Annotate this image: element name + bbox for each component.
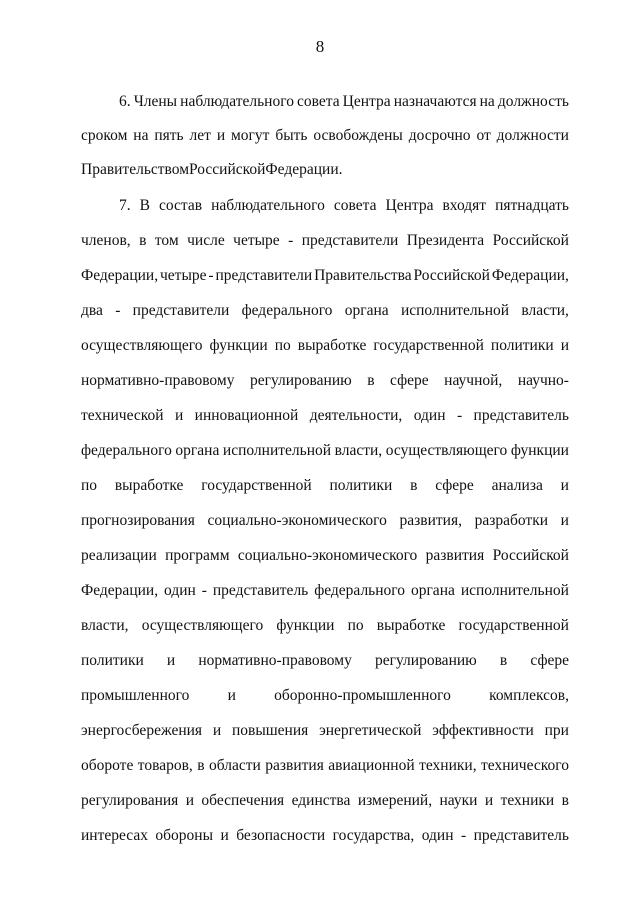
paragraph-7-line: членов, в том числе четыре - представители Президента Российской [81, 232, 569, 249]
paragraph-7-line: нормативно-правовому регулированию в сфере научной, научно- [81, 372, 569, 389]
paragraph-6-line: сроком на пять лет и могут быть освобождены досрочно от должности [81, 127, 569, 144]
paragraph-7-line: политики и нормативно-правовому регулированию в сфере [81, 652, 569, 669]
paragraph-7-line: энергосбережения и повышения энергетической эффективности при [81, 722, 569, 739]
paragraph-7-line: технической и инновационной деятельности, один - представитель [81, 407, 569, 424]
paragraph-7-line: 7. В состав наблюдательного совета Центра входят пятнадцать [119, 197, 569, 214]
paragraph-6-line: Правительством Российской Федерации. [81, 161, 343, 178]
page-number: 8 [315, 37, 325, 56]
paragraph-7-line: Федерации, один - представитель федерального органа исполнительной [81, 582, 569, 599]
paragraph-7-line: осуществляющего функции по выработке государственной политики и [81, 337, 569, 354]
paragraph-6-line: 6. Члены наблюдательного совета Центра назначаются на должность [119, 93, 569, 110]
paragraph-7-line: регулирования и обеспечения единства измерений, науки и техники в [81, 792, 569, 809]
paragraph-7-line: два - представители федерального органа исполнительной власти, [81, 302, 569, 319]
paragraph-7-line: реализации программ социально-экономического развития Российской [81, 547, 569, 564]
paragraph-7-line: прогнозирования социально-экономического развития, разработки и [81, 512, 569, 529]
paragraph-7-line: обороте товаров, в области развития авиационной техники, технического [81, 757, 569, 774]
paragraph-7-line: власти, осуществляющего функции по выработке государственной [81, 617, 569, 634]
paragraph-7-line: промышленного и оборонно-промышленного комплексов, [81, 687, 569, 704]
paragraph-7-line: интересах обороны и безопасности государства, один - представитель [81, 827, 569, 844]
paragraph-7-line: по выработке государственной политики в сфере анализа и [81, 477, 569, 494]
paragraph-7-line: федерального органа исполнительной власти, осуществляющего функции [81, 442, 569, 459]
paragraph-7-line: Федерации, четыре - представители Правительства Российской Федерации, [81, 267, 569, 284]
